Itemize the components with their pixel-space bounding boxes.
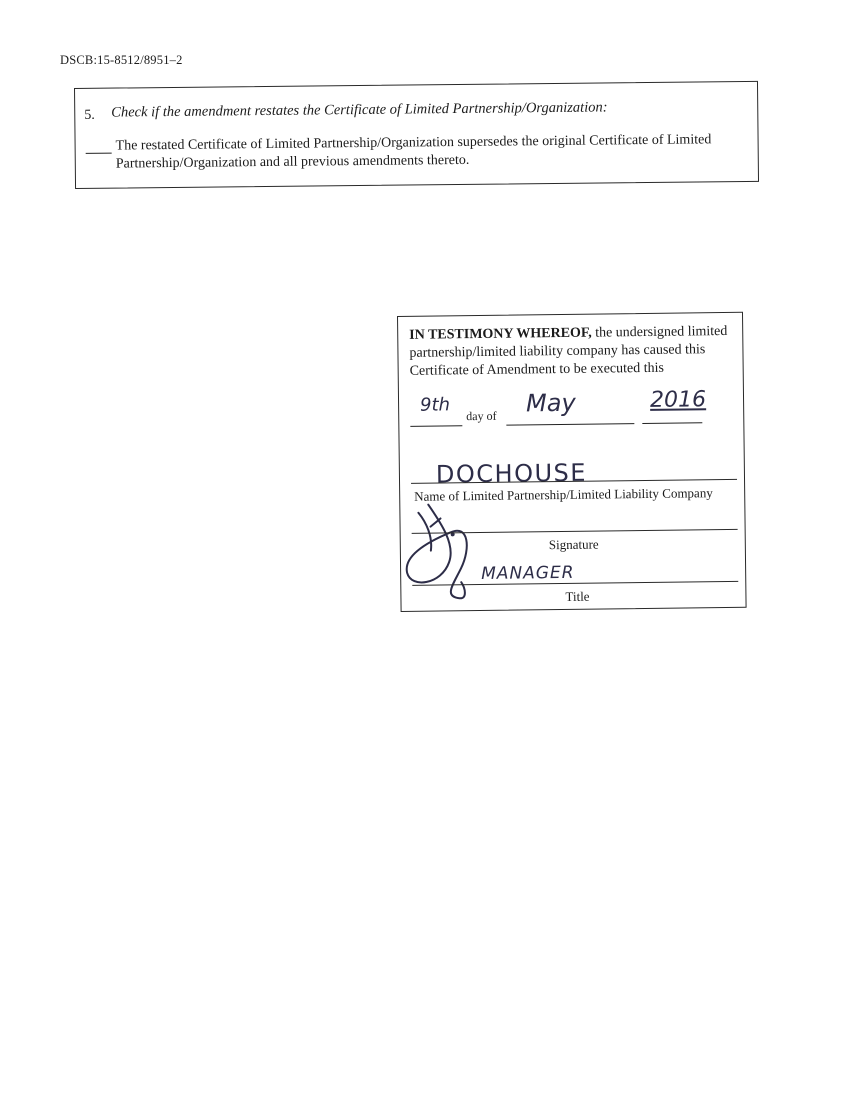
document-code: DSCB:15-8512/8951–2 [60, 53, 183, 67]
testimony-section [397, 312, 747, 612]
item-heading: Check if the amendment restates the Certificate of Limited Partnership/Organization: [111, 99, 608, 121]
execution-date-row [410, 387, 736, 427]
year-blank [642, 422, 702, 424]
testimony-lead: IN TESTIMONY WHEREOF, [409, 325, 592, 343]
title-label: Title [565, 588, 590, 604]
handwritten-signature [400, 492, 491, 603]
month-value: May [525, 388, 576, 418]
signature-label: Signature [548, 536, 599, 553]
day-value: 9th [419, 394, 451, 416]
day-blank [410, 425, 462, 427]
day-of-label: day of [466, 408, 497, 424]
item-5-section [74, 81, 759, 189]
title-value: MANAGER [481, 562, 575, 584]
year-value: 2016 [649, 387, 707, 413]
month-blank [506, 423, 634, 426]
testimony-body: the undersigned limited partnership/limited liability company has caused this Certificate of Amendment to be executed this [409, 323, 728, 379]
restatement-check-blank [86, 153, 112, 154]
company-name-label: Name of Limited Partnership/Limited Liability Company [414, 485, 713, 504]
company-name-value: DOCHOUSE [435, 458, 588, 489]
item-number: 5. [84, 107, 95, 123]
restatement-statement: The restated Certificate of Limited Partnership/Organization supersedes the original Certificate of Limited Partnership/Organization and all previous amendments thereto. [115, 132, 712, 172]
testimony-text [409, 323, 736, 381]
